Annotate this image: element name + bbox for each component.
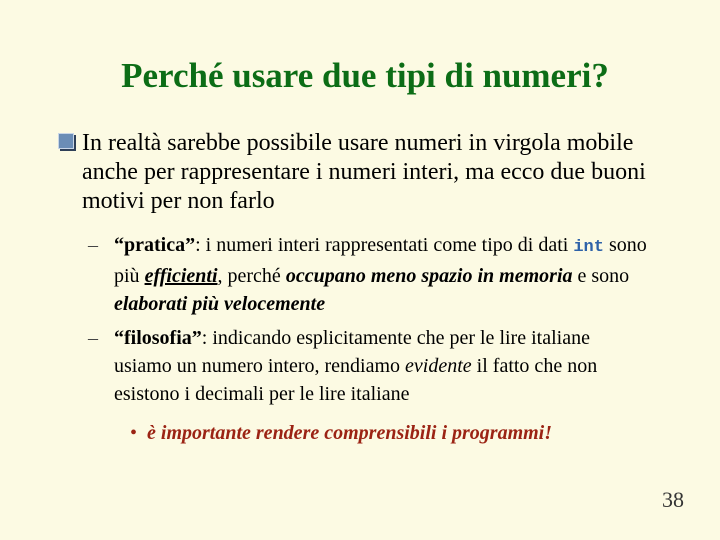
slide-title: Perché usare due tipi di numeri? [121, 56, 609, 95]
label-pratica: “pratica” [114, 234, 196, 256]
sub-bullet-filosofia [88, 324, 648, 408]
emph-efficienti: efficienti [144, 265, 218, 287]
sub-sub-text: è importante rendere comprensibili i programmi! [147, 422, 553, 444]
emph-occupano: occupano meno spazio in memoria [285, 265, 573, 287]
text-segment: : i numeri interi rappresentati come tipo di dati [195, 234, 574, 256]
dash-bullet-icon: – [88, 327, 98, 349]
text-segment: e sono [572, 265, 630, 287]
main-bullet [58, 129, 668, 216]
text-segment: il fatto che non esistono i decimali per le lire italiane [114, 355, 598, 405]
text-segment: : indicando esplicitamente che per le lire italiane usiamo un numero intero, rendiamo [114, 327, 590, 377]
sub-bullet-text [114, 231, 648, 318]
dash-bullet-icon: – [88, 234, 98, 256]
dot-bullet-icon: • [130, 422, 138, 444]
text-segment: sono più [114, 234, 647, 287]
main-bullet-text: In realtà sarebbe possibile usare numeri in virgola mobile anche per rappresentare i numeri interi, ma ecco due buoni motivi per non farlo [82, 130, 646, 214]
sub-bullet-pratica [88, 231, 648, 318]
text-segment: , perché [217, 265, 286, 287]
sub-bullet-text [114, 324, 648, 408]
page-number: 38 [662, 487, 684, 512]
label-filosofia: “filosofia” [114, 327, 202, 349]
sub-sub-bullet [130, 419, 690, 447]
emph-elaborati: elaborati più velocemente [114, 293, 326, 315]
code-int: int [573, 238, 604, 257]
emph-evidente: evidente [405, 355, 472, 377]
checkbox-bullet-icon [58, 133, 74, 149]
